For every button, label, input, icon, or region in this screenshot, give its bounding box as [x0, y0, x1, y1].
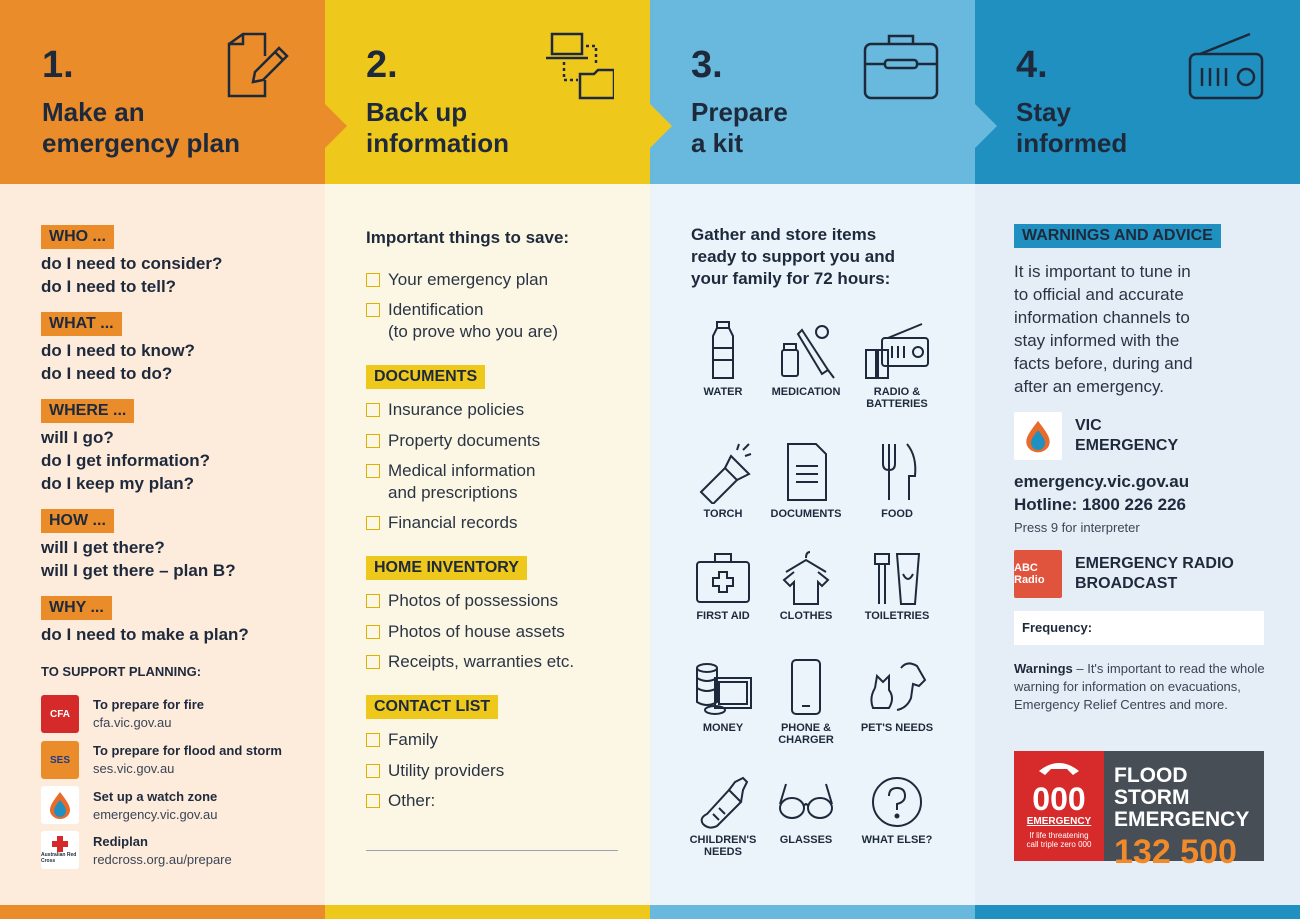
support-title-flood: To prepare for flood and storm	[93, 743, 282, 758]
pencil-document-icon	[219, 30, 289, 100]
support-link-fire[interactable]: cfa.vic.gov.au	[93, 715, 172, 730]
kit-label: DOCUMENTS	[770, 508, 842, 520]
kit-item-glasses	[761, 774, 851, 846]
phone-icon	[776, 658, 836, 718]
why-tag: WHY ...	[41, 596, 112, 620]
kit-label: MEDICATION	[771, 386, 841, 398]
checklist-item[interactable]: Property documents	[366, 430, 540, 452]
vic-emergency-name: VIC EMERGENCY	[1075, 417, 1179, 454]
step-title: Stay informed	[1016, 97, 1128, 158]
write-line	[366, 850, 618, 851]
glasses-icon	[776, 774, 836, 830]
support-link-flood[interactable]: ses.vic.gov.au	[93, 761, 175, 776]
warnings-bold: Warnings	[1014, 661, 1073, 676]
vic-emergency-logo	[1014, 412, 1062, 460]
support-link-rediplan[interactable]: redcross.org.au/prepare	[93, 852, 232, 867]
kit-item-money	[678, 658, 768, 734]
abc-radio-logo: ABC Radio	[1014, 550, 1062, 598]
checklist-item[interactable]: Insurance policies	[366, 399, 524, 421]
kit-item-documents	[761, 442, 851, 520]
triple-zero-banner	[1014, 751, 1104, 861]
arrow-divider	[975, 104, 997, 148]
how-text: will I get there? will I get there – plan B?	[41, 538, 236, 580]
document-icon	[776, 442, 836, 504]
first-aid-icon	[693, 550, 753, 606]
radio-batteries-icon	[862, 320, 932, 382]
where-tag: WHERE ...	[41, 399, 134, 423]
header-plan	[0, 0, 325, 184]
kit-item-phone	[761, 658, 851, 746]
flood-title: FLOOD STORM EMERGENCY	[1114, 764, 1250, 831]
support-title-fire: To prepare for fire	[93, 697, 205, 712]
kit-item-what-else	[852, 774, 942, 846]
footer-bar	[975, 905, 1300, 919]
checklist-item[interactable]: Other:	[366, 790, 435, 812]
toiletries-icon	[867, 550, 927, 606]
informed-paragraph: It is important to tune in to official and accurate information channels to stay informed with the facts before, during and after an emergency.	[1014, 262, 1193, 396]
emergency-url[interactable]: emergency.vic.gov.au	[1014, 472, 1190, 491]
kit-label: PET'S NEEDS	[860, 722, 934, 734]
kit-item-medication	[761, 320, 851, 398]
who-text: do I need to consider? do I need to tell?	[41, 254, 223, 296]
triple-zero-note: If life threatening call triple zero 000	[1026, 831, 1092, 849]
backup-heading: Important things to save:	[366, 228, 570, 247]
frequency-field[interactable]: Frequency:	[1014, 611, 1264, 645]
warnings-tag: WARNINGS AND ADVICE	[1014, 224, 1221, 248]
kit-item-first-aid	[678, 550, 768, 622]
why-text: do I need to make a plan?	[41, 625, 249, 644]
kit-label: MONEY	[702, 722, 744, 734]
kit-label: PHONE & CHARGER	[778, 722, 834, 746]
checklist-item[interactable]: Medical information and prescriptions	[366, 460, 535, 504]
step-title: Back up information	[366, 97, 509, 158]
baby-bottle-icon	[693, 774, 753, 830]
who-tag: WHO ...	[41, 225, 114, 249]
what-text: do I need to know? do I need to do?	[41, 341, 195, 383]
home-inventory-tag: HOME INVENTORY	[366, 556, 527, 580]
where-text: will I go? do I get information? do I keep my plan?	[41, 428, 211, 493]
kit-item-water	[678, 320, 768, 398]
what-tag: WHAT ...	[41, 312, 122, 336]
kit-item-torch	[678, 442, 768, 520]
kit-label: WATER	[703, 386, 743, 398]
kit-label: CHILDREN'S NEEDS	[689, 834, 757, 858]
step-number: 3.	[691, 44, 723, 86]
footer-bar	[650, 905, 975, 919]
footer-bar	[0, 905, 325, 919]
red-cross-logo	[41, 831, 79, 869]
checklist-item[interactable]: Financial records	[366, 512, 517, 534]
kit-label: GLASSES	[779, 834, 833, 846]
money-icon	[693, 658, 753, 718]
ses-logo: SES	[41, 741, 79, 779]
warnings-text: – It's important to read the whole warning for information on evacuations, Emergency Relief Centres and more.	[1014, 661, 1265, 712]
torch-icon	[693, 442, 753, 504]
water-bottle-icon	[693, 320, 753, 382]
support-link-watch[interactable]: emergency.vic.gov.au	[93, 807, 218, 822]
triple-zero-number: 000	[1032, 781, 1086, 817]
how-tag: HOW ...	[41, 509, 114, 533]
step-number: 2.	[366, 44, 398, 86]
laptop-folder-icon	[544, 30, 614, 100]
triple-zero-label: EMERGENCY	[1026, 816, 1092, 827]
kit-item-radio	[852, 320, 942, 410]
checklist-item[interactable]: Identification (to prove who you are)	[366, 299, 558, 343]
header-informed	[975, 0, 1300, 184]
documents-tag: DOCUMENTS	[366, 365, 485, 389]
flood-storm-banner	[1104, 751, 1264, 871]
checklist-item[interactable]: Utility providers	[366, 760, 504, 782]
tshirt-hanger-icon	[776, 550, 836, 606]
step-number: 4.	[1016, 44, 1048, 86]
kit-item-clothes	[761, 550, 851, 622]
kit-label: FOOD	[881, 508, 913, 520]
checklist-item[interactable]: Your emergency plan	[366, 269, 548, 291]
cfa-logo: CFA	[41, 695, 79, 733]
telephone-icon	[1037, 759, 1081, 779]
support-title-watch: Set up a watch zone	[93, 789, 218, 804]
checklist-item[interactable]: Photos of house assets	[366, 621, 565, 643]
hotline: Hotline: 1800 226 226	[1014, 495, 1186, 514]
kit-item-food	[852, 442, 942, 520]
support-title-rediplan: Rediplan	[93, 834, 148, 849]
arrow-divider	[650, 104, 672, 148]
briefcase-icon	[863, 30, 939, 100]
interpreter-note: Press 9 for interpreter	[1014, 520, 1140, 535]
contact-list-tag: CONTACT LIST	[366, 695, 498, 719]
medication-icon	[776, 320, 836, 382]
header-kit	[650, 0, 975, 184]
kit-item-children	[678, 774, 768, 858]
vic-emergency-logo	[41, 786, 79, 824]
kit-label: RADIO & BATTERIES	[866, 386, 928, 410]
kit-label: FIRST AID	[696, 610, 750, 622]
kit-label: TOILETRIES	[864, 610, 930, 622]
checklist-item[interactable]: Family	[366, 729, 438, 751]
step-title: Prepare a kit	[691, 97, 788, 158]
kit-label: CLOTHES	[779, 610, 833, 622]
kit-label: TORCH	[703, 508, 743, 520]
warnings-note	[1014, 660, 1266, 714]
step-title: Make an emergency plan	[42, 97, 240, 158]
kit-item-toiletries	[852, 550, 942, 622]
step-number: 1.	[42, 44, 74, 86]
support-title: TO SUPPORT PLANNING:	[41, 664, 202, 679]
red-cross-logo-text: Australian Red Cross	[41, 852, 77, 864]
question-icon	[867, 774, 927, 830]
fork-knife-icon	[867, 442, 927, 504]
footer-bar	[325, 905, 650, 919]
header-backup	[325, 0, 650, 184]
pet-icon	[867, 658, 927, 718]
kit-label: WHAT ELSE?	[861, 834, 933, 846]
checklist-item[interactable]: Receipts, warranties etc.	[366, 651, 574, 673]
kit-item-pets	[852, 658, 942, 734]
flood-number: 132 500	[1114, 833, 1237, 871]
arrow-divider	[325, 104, 347, 148]
radio-icon	[1188, 30, 1264, 100]
radio-broadcast-name: EMERGENCY RADIO BROADCAST	[1075, 555, 1234, 592]
checklist-item[interactable]: Photos of possessions	[366, 590, 558, 612]
kit-intro: Gather and store items ready to support you and your family for 72 hours:	[691, 225, 896, 288]
